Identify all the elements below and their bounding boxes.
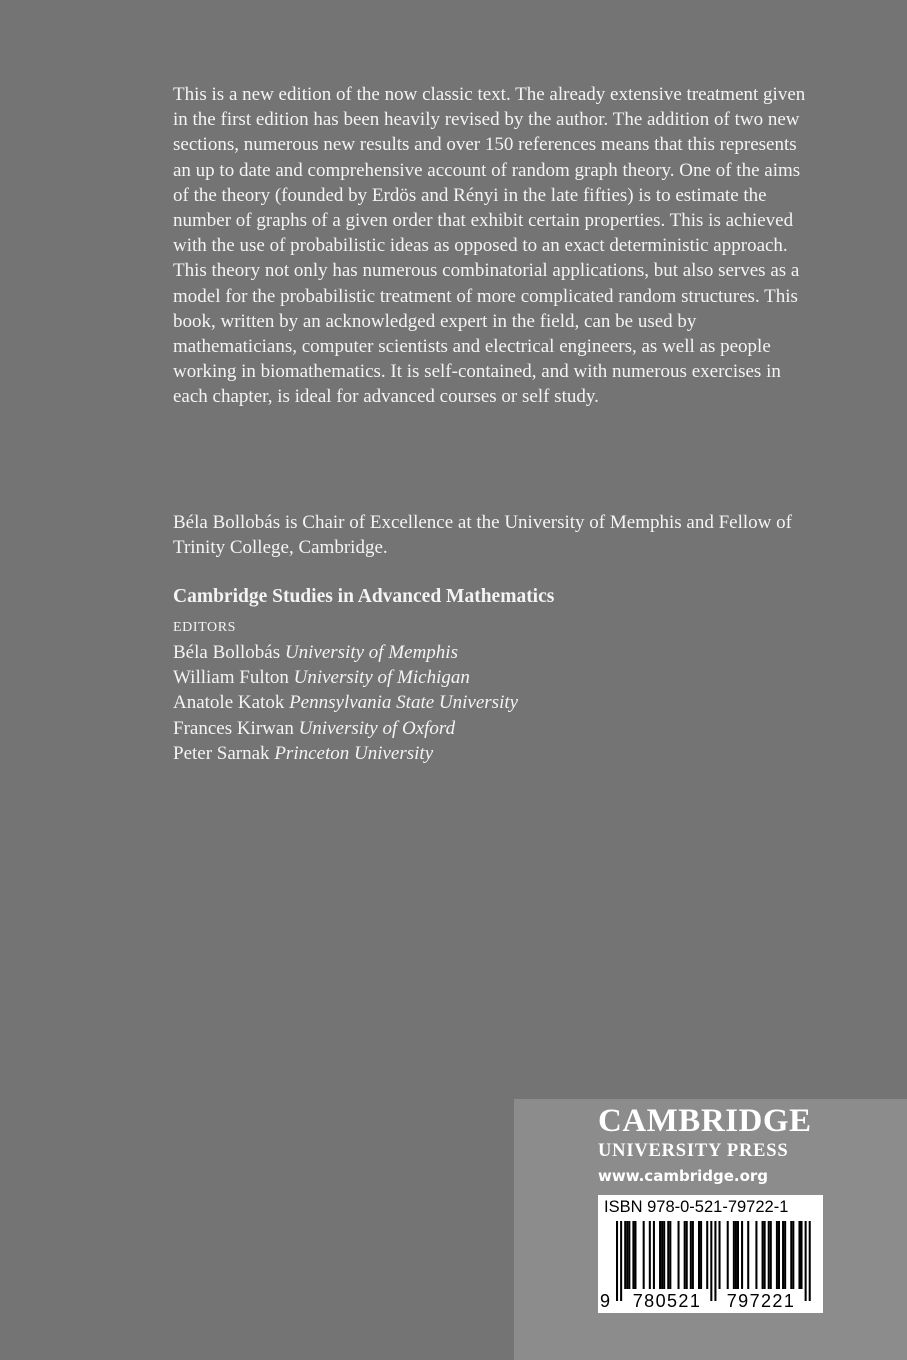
barcode-first-digit: 9 [600, 1291, 611, 1311]
editors-heading: EDITORS [173, 620, 237, 635]
barcode-bar [727, 1221, 729, 1289]
barcode-bar [776, 1221, 778, 1289]
barcode-bar [792, 1221, 794, 1289]
editor-name: Frances Kirwan [173, 717, 294, 739]
barcode-bar [643, 1221, 645, 1289]
editor-affiliation: University of Oxford [298, 717, 456, 739]
barcode-bar [667, 1221, 669, 1289]
barcode-bar [801, 1221, 803, 1289]
barcode-bar [700, 1221, 702, 1289]
publisher-name: CAMBRIDGE [598, 1103, 812, 1139]
barcode-guard-bar [805, 1221, 807, 1301]
barcode-guard-bar [710, 1221, 712, 1301]
publisher-subname: UNIVERSITY PRESS [598, 1141, 789, 1161]
barcode-bar [659, 1221, 661, 1289]
editors-list [173, 640, 518, 766]
barcode-bar [690, 1221, 692, 1289]
barcode-bar [684, 1221, 686, 1289]
barcode-bar [764, 1221, 766, 1289]
barcode-bar [653, 1221, 655, 1289]
editor-entry [173, 640, 518, 665]
barcode-bar [784, 1221, 786, 1289]
editor-entry [173, 690, 518, 715]
isbn-barcode [598, 1195, 823, 1313]
barcode-bar [663, 1221, 665, 1289]
barcode-bar [790, 1221, 792, 1289]
barcode-bar [778, 1221, 780, 1289]
barcode-bar [762, 1221, 764, 1289]
editor-entry [173, 716, 518, 741]
barcode-guard-bar [714, 1221, 716, 1301]
barcode-bar [706, 1221, 708, 1289]
barcode-bar [628, 1221, 630, 1289]
barcode-bar [632, 1221, 634, 1289]
publisher-panel [514, 1099, 907, 1360]
barcode-bar [737, 1221, 739, 1289]
barcode-bar [770, 1221, 772, 1289]
barcode-bar [649, 1221, 651, 1289]
barcode-right-digits: 797221 [726, 1291, 796, 1311]
barcode-bar [719, 1221, 721, 1289]
editor-affiliation: Princeton University [274, 742, 434, 764]
barcode-bar [733, 1221, 735, 1289]
barcode-bar [747, 1221, 749, 1289]
author-bio: Béla Bollobás is Chair of Excellence at the University of Memphis and Fellow of Trinity College, Cambridge. [173, 512, 792, 559]
barcode-bar [626, 1221, 628, 1289]
series-title: Cambridge Studies in Advanced Mathematics [173, 586, 555, 607]
barcode-bar [624, 1221, 626, 1289]
editor-name: Béla Bollobás [173, 642, 281, 663]
barcode-bar [692, 1221, 694, 1289]
barcode-bar [686, 1221, 688, 1289]
editor-name: William Fulton [173, 667, 289, 689]
editor-affiliation: University of Michigan [293, 667, 470, 689]
barcode-bar [768, 1221, 770, 1289]
editor-affiliation: University of Memphis [284, 642, 458, 663]
editor-affiliation: Pennsylvania State University [289, 692, 519, 714]
barcode-bar [755, 1221, 757, 1289]
barcode-bar [634, 1221, 636, 1289]
isbn-text: ISBN 978-0-521-79722-1 [604, 1198, 789, 1216]
editor-entry [173, 665, 518, 690]
book-description: This is a new edition of the now classic text. The already extensive treatment given in the first edition has been heavily revised by the author. The addition of two new sections, numerous new results and over 150 references means that this represents an up to date and comprehensive account of random graph theory. One of the aims of the theory (founded by Erdös and Rényi in the late fifties) is to estimate the number of graphs of a given order that exhibit certain properties. This is achieved with the use of probabilistic ideas as opposed to an exact deterministic approach. This theory not only has numerous combinatorial applications, but also serves as a model for the probabilistic treatment of more complicated random structures. This book, written by an acknowledged expert in the field, can be used by mathematicians, computer scientists and electrical engineers, as well as people working in biomathematics. It is self-contained, and with numerous exercises in each chapter, is ideal for advanced courses or self study. [173, 84, 806, 408]
barcode-bar [669, 1221, 671, 1289]
barcode-left-digits: 780521 [632, 1291, 702, 1311]
publisher-url: www.cambridge.org [598, 1167, 769, 1185]
barcode-bar [735, 1221, 737, 1289]
barcode-bar [661, 1221, 663, 1289]
editor-name: Anatole Katok [173, 692, 285, 714]
barcode-bar [741, 1221, 743, 1289]
barcode-bar [678, 1221, 680, 1289]
editor-entry [173, 741, 518, 766]
barcode-bar [798, 1221, 800, 1289]
barcode-guard-bar [616, 1221, 618, 1301]
editor-name: Peter Sarnak [173, 742, 270, 764]
barcode-bar [698, 1221, 700, 1289]
barcode-guard-bar [620, 1221, 622, 1301]
barcode-bar [782, 1221, 784, 1289]
barcode-guard-bar [809, 1221, 811, 1301]
